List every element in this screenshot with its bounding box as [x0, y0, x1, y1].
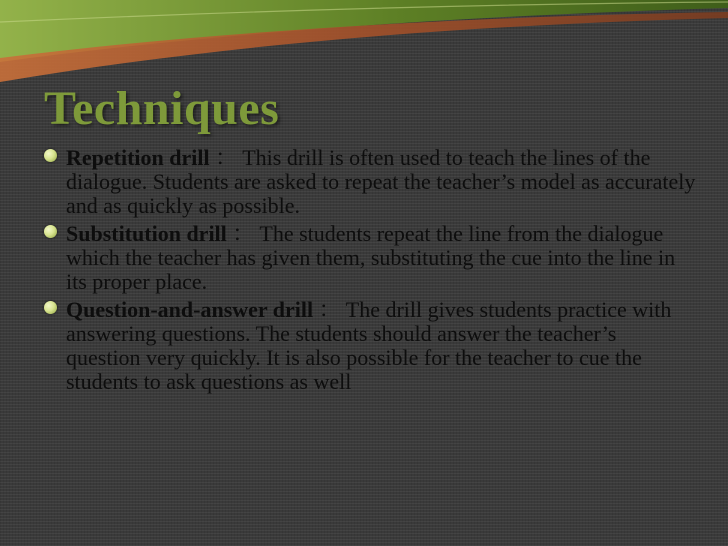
decorative-swoosh — [0, 0, 728, 90]
bullet-dot-icon — [44, 301, 57, 314]
slide-title: Techniques — [44, 82, 280, 135]
list-item-repetition-drill — [36, 146, 696, 218]
list-item-substitution-drill — [36, 222, 696, 294]
item-term: Repetition drill — [66, 145, 210, 170]
item-separator: ： — [215, 145, 238, 170]
item-description: The students repeat the line from the dialogue which the teacher has given them, substituting the cue into the line in its proper place. — [66, 221, 676, 294]
list-item-question-and-answer-drill — [36, 298, 696, 394]
bullet-list — [36, 146, 696, 398]
bullet-dot-icon — [44, 149, 57, 162]
item-term: Question-and-answer drill — [66, 297, 314, 322]
item-term: Substitution drill — [66, 221, 227, 246]
bullet-dot-icon — [44, 225, 57, 238]
item-description: The drill gives students practice with answering questions. The students should answer the teacher’s question very quickly. It is also possible for the teacher to cue the students to ask questions as well — [66, 297, 672, 394]
item-separator: ： — [318, 297, 341, 322]
item-description: This drill is often used to teach the lines of the dialogue. Students are asked to repeat the teacher’s model as accurately and as quickly as possible. — [66, 145, 696, 218]
item-separator: ： — [232, 221, 255, 246]
